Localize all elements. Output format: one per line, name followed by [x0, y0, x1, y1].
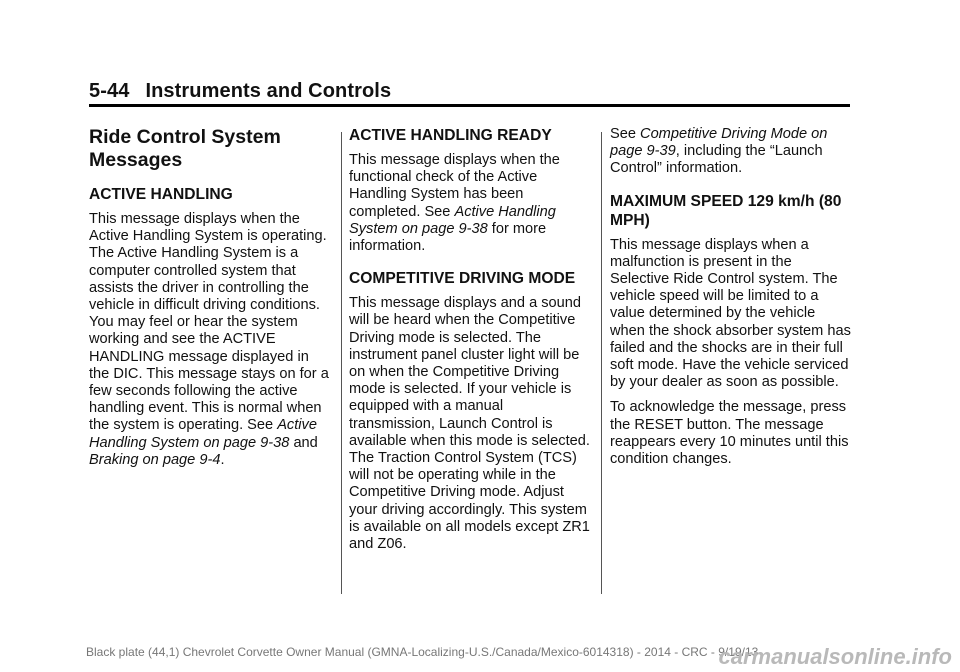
maximum-speed-paragraph-2: To acknowledge the message, press the RESET button. The message reappears every 10 minutes until this condition changes.: [610, 399, 849, 468]
footer-plate-info: Black plate (44,1) Chevrolet Corvette Owner Manual (GMNA-Localizing-U.S./Canada/Mexico-6014318) - 2014 - CRC - 9/19/13: [86, 645, 759, 659]
cross-reference-link[interactable]: Competitive Driving Mode on page 9-39: [610, 126, 828, 160]
column-1: [89, 126, 331, 477]
see-reference-paragraph: [610, 126, 852, 178]
section-title: Instruments and Controls: [145, 80, 392, 102]
page-header: [89, 80, 391, 103]
watermark: carmanualsonline.info: [718, 644, 952, 669]
cross-reference-link[interactable]: Active Handling System on page 9-38: [349, 203, 556, 237]
cross-reference-link[interactable]: Active Handling System on page 9-38: [89, 417, 317, 451]
paragraph-text: This message displays when the Active Handling System is operating. The Active Handling System is a computer controlled system that assists the driver in controlling the vehicle in difficult driving conditions. You may feel or hear the system working and see the ACTIVE HANDLING message displayed in the DIC. This message stays on for a few seconds following the active handling event. This is normal when the system is operating. See: [89, 211, 329, 434]
column-divider-1: [341, 132, 342, 594]
heading-active-handling-ready: ACTIVE HANDLING READY: [349, 127, 552, 144]
paragraph-text: This message displays when the functional check of the Active Handling System has been completed. See: [349, 152, 560, 220]
paragraph-text: See: [610, 126, 641, 142]
page-number: 5-44: [89, 80, 130, 102]
section-heading: Ride Control System Messages: [89, 126, 281, 171]
maximum-speed-paragraph-1: This message displays when a malfunction is present in the Selective Ride Control system. The vehicle speed will be limited to a value determined by the vehicle when the shock absorber system has failed and the shocks are in their full soft mode. Have the vehicle serviced by your dealer as soon as possible.: [610, 236, 851, 391]
active-handling-ready-paragraph: [349, 152, 591, 255]
column-2: [349, 126, 591, 561]
active-handling-paragraph: [89, 211, 331, 469]
paragraph-text: and: [289, 434, 318, 451]
column-3: [610, 126, 852, 476]
header-rule: [89, 104, 850, 107]
paragraph-text: .: [220, 451, 225, 468]
column-divider-2: [601, 132, 602, 594]
heading-competitive-driving-mode: COMPETITIVE DRIVING MODE: [349, 270, 576, 288]
cross-reference-link[interactable]: Braking on page 9-4: [89, 451, 221, 468]
heading-active-handling: ACTIVE HANDLING: [89, 186, 233, 203]
paragraph-text: , including the “Launch Control” information.: [610, 143, 823, 177]
heading-maximum-speed: MAXIMUM SPEED 129 km/h (80 MPH): [610, 192, 842, 229]
paragraph-text: for more information.: [349, 220, 547, 255]
competitive-driving-paragraph: This message displays and a sound will be heard when the Competitive Driving mode is selected. The instrument panel cluster light will be on when the Competitive Driving mode is selected. If your vehicle is equipped with a manual transmission, Launch Control is available when this mode is selected. The Traction Control System (TCS) will not be operating while in the Competitive Driving mode. Adjust your driving accordingly. This system is available on all models except ZR1 and Z06.: [349, 295, 590, 553]
